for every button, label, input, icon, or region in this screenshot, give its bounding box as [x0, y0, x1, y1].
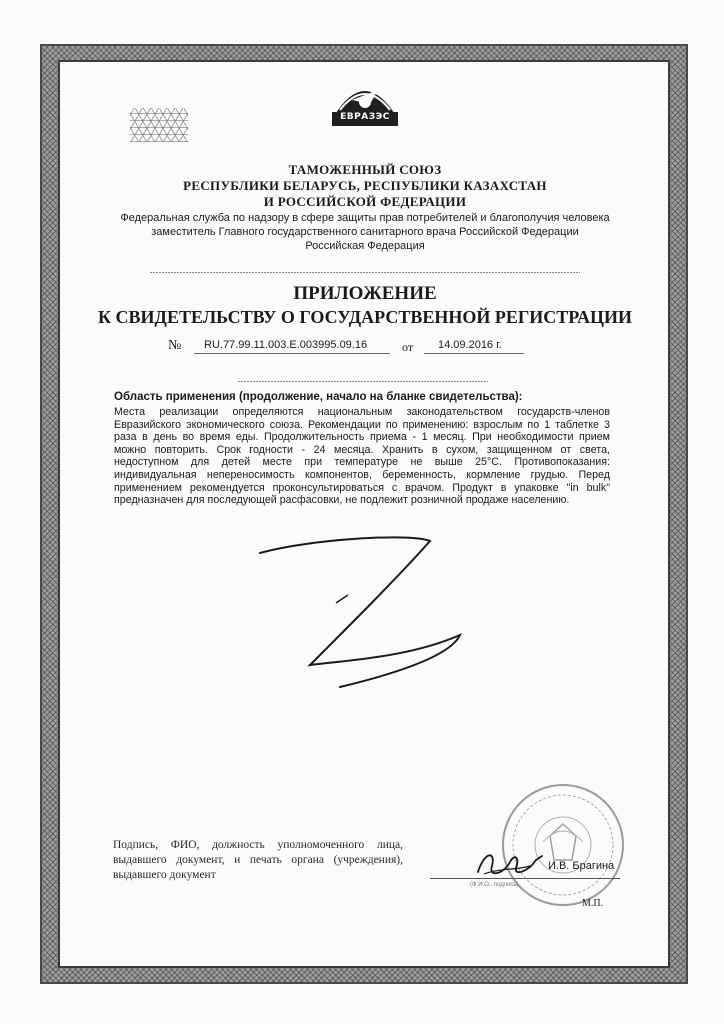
document-subtitle: К СВИДЕТЕЛЬСТВУ О ГОСУДАРСТВЕННОЙ РЕГИСТРАЦИИ [98, 307, 632, 327]
eurasec-logo-icon [330, 70, 400, 132]
signature-line [430, 878, 620, 879]
fio-caption: (Ф.И.О., подпись) [470, 882, 519, 888]
logo-text: ЕВРАЗЭС [340, 112, 390, 122]
signer-name: И.В. Брагина [548, 860, 615, 872]
registration-number: RU.77.99.11.003.E.003995.09.16 [204, 339, 368, 351]
header-line-2: РЕСПУБЛИКИ БЕЛАРУСЬ, РЕСПУБЛИКИ КАЗАХСТАН [183, 178, 547, 193]
registration-date: 14.09.2016 г. [438, 339, 502, 351]
scope-text: Места реализации определяются национальным законодательством государств-членов Евразийского экономического союза. Рекомендации по применению: взрослым по 1 таблетке 3 раза в день во время еды. Продолжительность приема - 1 месяц. При необходимости прием можно повторить. Срок годности - 24 месяца. Хранить в сухом, защищенном от света, недоступном для детей месте при температуре не выше 25°С. Противопоказания: индивидуальная непереносимость компонентов, беременность, кормление грудью. Перед применением рекомендуется проконсультироваться с врачом. Продукт в упаковке "in bulk" предназначен для последующей расфасовки, не подлежит розничной продаже населению. [114, 406, 610, 507]
number-label: № [168, 338, 182, 353]
document-title: ПРИЛОЖЕНИЕ [293, 283, 437, 304]
microtext-line [150, 272, 580, 273]
number-underline [194, 353, 390, 354]
microtext-line-2 [238, 381, 488, 382]
agency-line-1: Федеральная служба по надзору в сфере защиты прав потребителей и благополучия человека [120, 212, 610, 224]
strike-through-icon [240, 535, 480, 695]
seal-mark: М.П. [582, 898, 604, 909]
agency-line-2: заместитель Главного государственного санитарного врача Российской Федерации [151, 226, 579, 238]
agency-line-3: Российская Федерация [305, 240, 425, 252]
signature-caption: Подпись, ФИО, должность уполномоченного лица, выдавшего документ, и печать органа (учреждения), выдавшего документ [113, 839, 403, 881]
date-label: от [402, 340, 414, 354]
header-line-3: И РОССИЙСКОЙ ФЕДЕРАЦИИ [263, 194, 467, 209]
registration-row [168, 336, 568, 356]
header-line-1: ТАМОЖЕННЫЙ СОЮЗ [288, 162, 442, 177]
date-underline [424, 353, 524, 354]
hexagon-pattern-icon [130, 108, 188, 142]
scope-title: Область применения (продолжение, начало на бланке свидетельства): [114, 391, 523, 403]
